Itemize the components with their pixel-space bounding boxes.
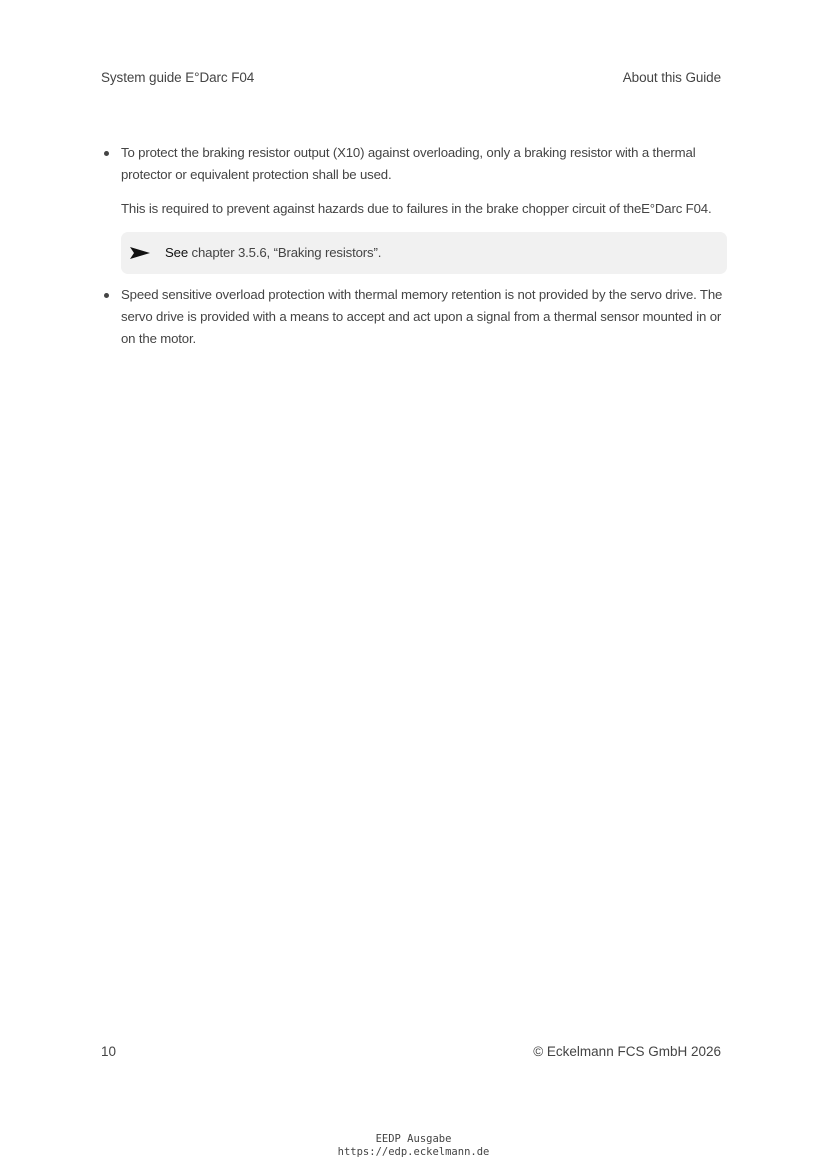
chapter-reference-link[interactable]: chapter 3.5.6, “Braking resistors”. — [191, 245, 382, 260]
copyright-notice: © Eckelmann FCS GmbH 2026 — [533, 1044, 721, 1059]
list-item-subtext: This is required to prevent against hazards due to failures in the brake chopper circuit of theE°Darc F04. — [121, 201, 712, 216]
page-number: 10 — [101, 1044, 117, 1059]
note-see-label: See — [165, 245, 189, 260]
bullet-icon — [104, 293, 109, 298]
edition-stamp — [0, 1133, 827, 1159]
list-item — [101, 142, 727, 220]
stamp-line-1: EEDP Ausgabe — [375, 1133, 452, 1145]
arrow-right-icon — [129, 246, 151, 260]
list-item-text: Speed sensitive overload protection with thermal memory retention is not provided by the servo drive. The servo drive is provided with a means to accept and act upon a signal from a thermal sensor mounted in or on the motor. — [121, 287, 723, 346]
header-document-title: System guide E°Darc F04 — [101, 70, 255, 85]
list-item-text: To protect the braking resistor output (X10) against overloading, only a braking resistor with a thermal protector or equivalent protection shall be used. — [121, 145, 696, 182]
cross-reference-note — [121, 232, 727, 274]
stamp-url: https://edp.eckelmann.de — [337, 1146, 490, 1158]
page-content — [101, 142, 727, 350]
list-item — [101, 284, 727, 350]
note-text — [165, 242, 381, 264]
header-section-title: About this Guide — [622, 70, 721, 85]
bullet-icon — [104, 151, 109, 156]
